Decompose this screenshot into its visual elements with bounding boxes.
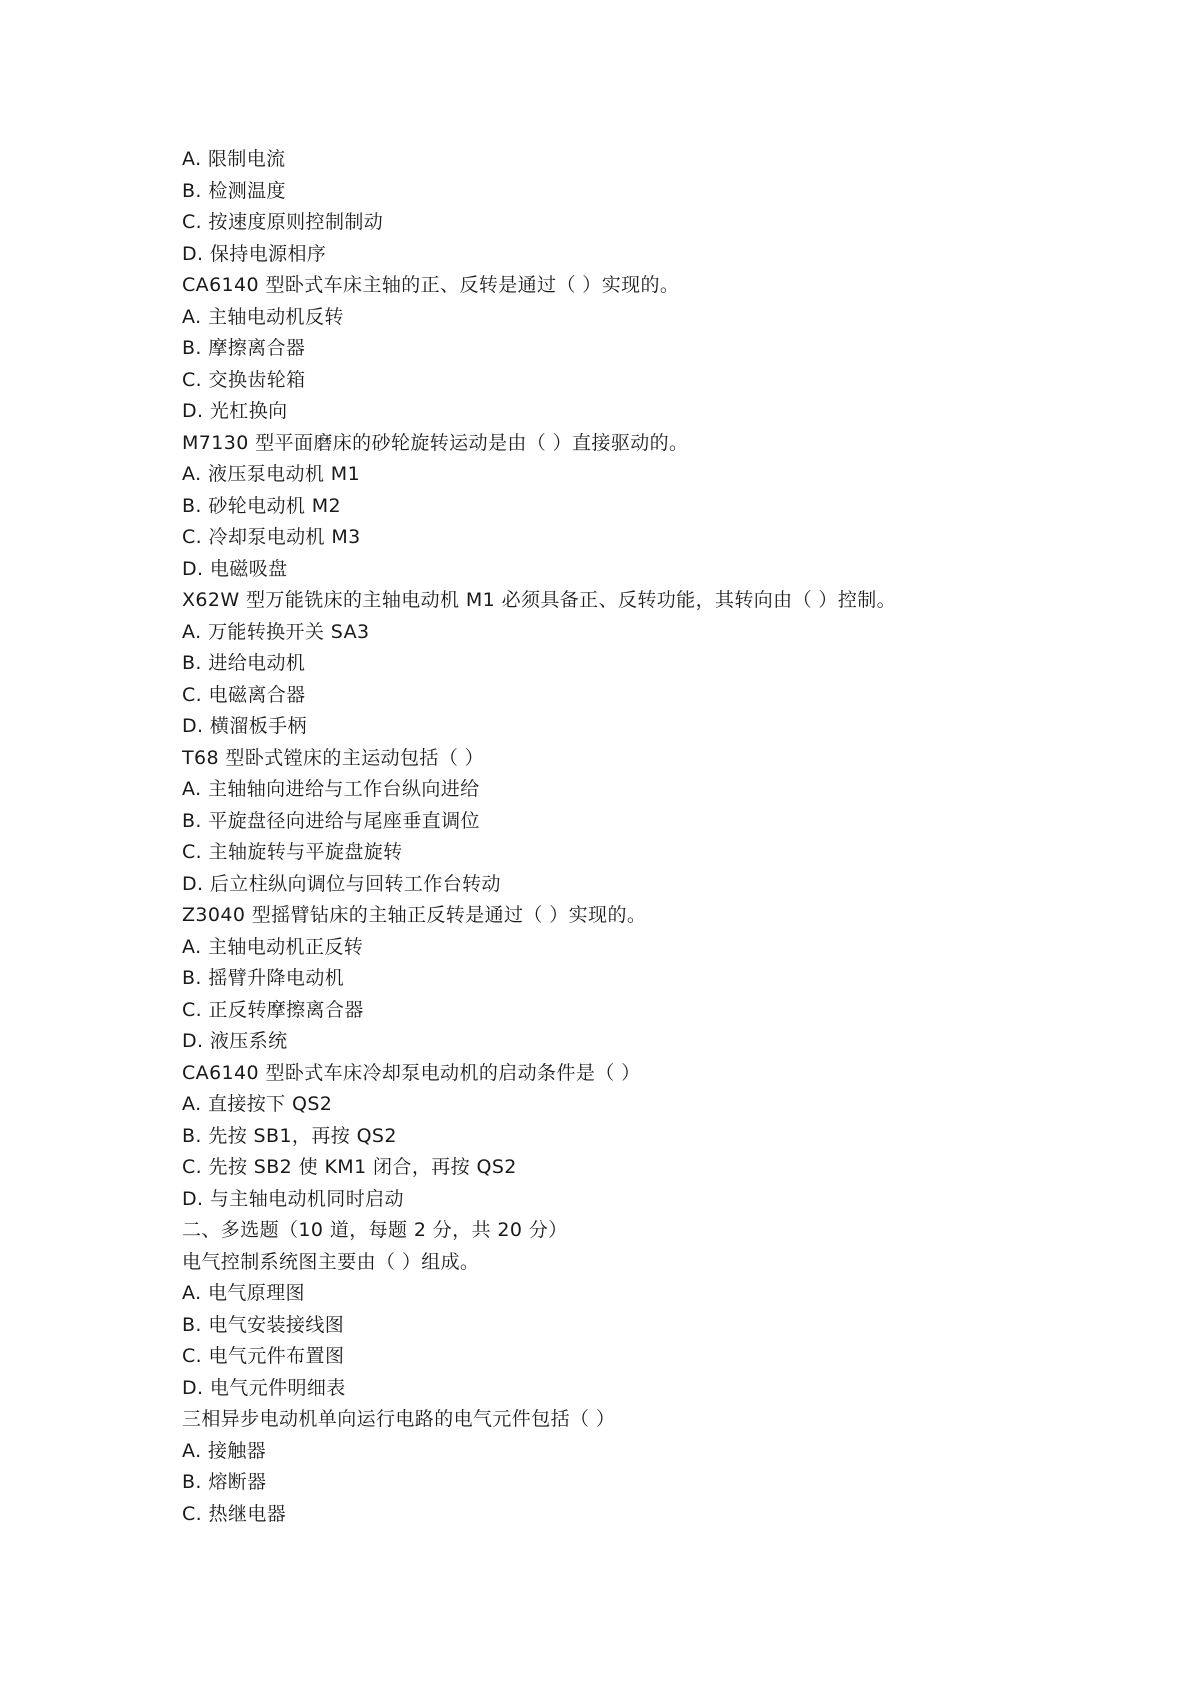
option-a: A. 限制电流 xyxy=(182,148,286,170)
question: 电气控制系统图主要由（ ）组成。 xyxy=(182,1250,480,1273)
option-b: B. 先按 SB1，再按 QS2 xyxy=(182,1124,397,1147)
option-c: C. 电气元件布置图 xyxy=(182,1345,345,1367)
section-heading: 二、多选题（10 道，每题 2 分，共 20 分） xyxy=(182,1219,568,1241)
option-c: C. 按速度原则控制制动 xyxy=(182,211,384,233)
option-a: A. 直接按下 QS2 xyxy=(182,1093,333,1115)
option-b: B. 摩擦离合器 xyxy=(182,337,306,359)
question: T68 型卧式镗床的主运动包括（ ） xyxy=(182,746,485,769)
question: CA6140 型卧式车床主轴的正、反转是通过（ ）实现的。 xyxy=(182,274,680,296)
option-a: A. 液压泵电动机 M1 xyxy=(182,463,361,485)
option-a: A. 万能转换开关 SA3 xyxy=(182,620,370,643)
option-b: B. 熔断器 xyxy=(182,1471,267,1493)
question: Z3040 型摇臂钻床的主轴正反转是通过（ ）实现的。 xyxy=(182,904,647,926)
question: CA6140 型卧式车床冷却泵电动机的启动条件是（ ） xyxy=(182,1061,641,1084)
option-c: C. 电磁离合器 xyxy=(182,683,306,706)
option-d: D. 后立柱纵向调位与回转工作台转动 xyxy=(182,872,501,895)
question: X62W 型万能铣床的主轴电动机 M1 必须具备正、反转功能，其转向由（ ）控制。 xyxy=(182,589,897,611)
option-d: D. 与主轴电动机同时启动 xyxy=(182,1187,404,1210)
document-body xyxy=(182,144,1102,1530)
option-b: B. 砂轮电动机 M2 xyxy=(182,494,342,517)
option-a: A. 主轴电动机正反转 xyxy=(182,935,364,958)
option-c: C. 主轴旋转与平旋盘旋转 xyxy=(182,841,403,863)
option-c: C. 交换齿轮箱 xyxy=(182,368,306,391)
option-a: A. 电气原理图 xyxy=(182,1282,305,1304)
question: M7130 型平面磨床的砂轮旋转运动是由（ ）直接驱动的。 xyxy=(182,431,689,454)
option-b: B. 平旋盘径向进给与尾座垂直调位 xyxy=(182,809,480,832)
option-d: D. 横溜板手柄 xyxy=(182,715,307,737)
option-b: B. 检测温度 xyxy=(182,179,286,202)
option-d: D. 电气元件明细表 xyxy=(182,1376,346,1399)
option-c: C. 正反转摩擦离合器 xyxy=(182,998,364,1021)
option-a: A. 接触器 xyxy=(182,1439,267,1462)
option-d: D. 保持电源相序 xyxy=(182,242,327,265)
option-d: D. 光杠换向 xyxy=(182,400,288,422)
option-a: A. 主轴电动机反转 xyxy=(182,305,344,328)
option-a: A. 主轴轴向进给与工作台纵向进给 xyxy=(182,778,480,800)
question: 三相异步电动机单向运行电路的电气元件包括（ ） xyxy=(182,1408,616,1430)
option-c: C. 冷却泵电动机 M3 xyxy=(182,526,361,548)
option-b: B. 电气安装接线图 xyxy=(182,1313,345,1336)
option-d: D. 电磁吸盘 xyxy=(182,557,288,580)
option-b: B. 进给电动机 xyxy=(182,652,306,674)
option-d: D. 液压系统 xyxy=(182,1030,288,1052)
option-b: B. 摇臂升降电动机 xyxy=(182,967,345,989)
option-c: C. 热继电器 xyxy=(182,1502,287,1525)
option-c: C. 先按 SB2 使 KM1 闭合，再按 QS2 xyxy=(182,1156,517,1178)
